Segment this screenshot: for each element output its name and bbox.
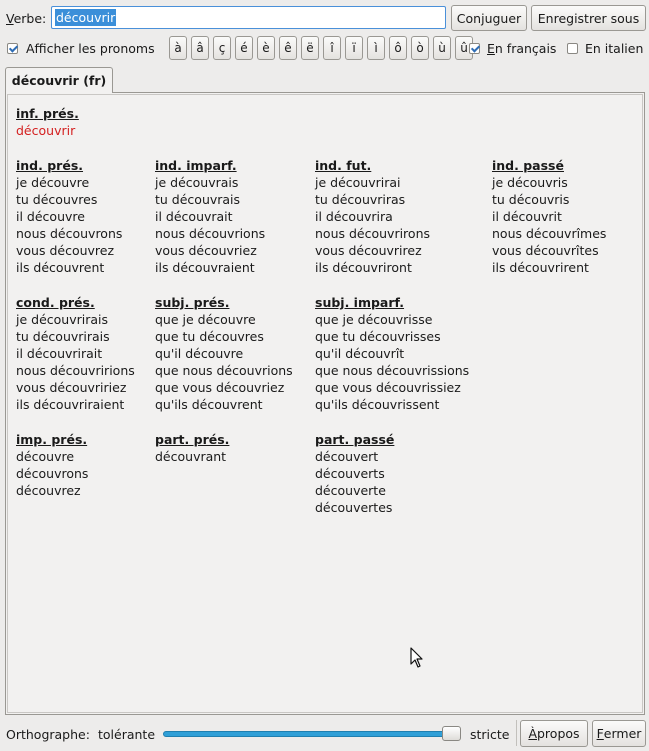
conj-form: nous découvrirons	[315, 226, 431, 241]
conj-form: nous découvrions	[155, 226, 266, 241]
group-subj-imparf	[315, 294, 469, 413]
conj-form: qu'il découvrît	[315, 346, 405, 361]
group-subj-pres	[155, 294, 293, 413]
accent-button-label: ù	[438, 41, 446, 55]
accent-button-label: à	[174, 41, 182, 55]
conj-form: tu découvrirais	[16, 329, 110, 344]
conj-form: qu'il découvre	[155, 346, 244, 361]
close-button[interactable]	[592, 720, 646, 747]
group-title: ind. prés.	[16, 158, 84, 173]
accent-button-label: î	[330, 41, 334, 55]
show-pronouns-label-text: Afficher les pronoms	[26, 41, 155, 56]
conj-form: nous découvririons	[16, 363, 135, 378]
conjugate-button-label: Conjuguer	[456, 10, 522, 26]
conj-form: vous découvrirez	[315, 243, 422, 258]
conjugation-panel	[5, 92, 645, 715]
save-as-button[interactable]	[531, 5, 646, 31]
orthography-slider-handle[interactable]	[442, 726, 461, 741]
conj-form: il découvrit	[492, 209, 562, 224]
conj-form: tu découvrais	[155, 192, 241, 207]
accent-button[interactable]	[433, 36, 451, 60]
conj-form: que nous découvrissions	[315, 363, 470, 378]
strict-label-text: stricte	[470, 727, 510, 742]
accent-button-label: û	[460, 41, 468, 55]
group-inf-pres	[16, 105, 79, 139]
divider	[516, 720, 517, 746]
conj-form: ils découvriront	[315, 260, 412, 275]
orthography-label-text: Orthographe:	[6, 727, 90, 742]
conj-form: vous découvrez	[16, 243, 115, 258]
close-button-accel: F	[596, 726, 604, 741]
conj-form: tu découvris	[492, 192, 570, 207]
conj-form: ils découvrent	[16, 260, 105, 275]
verb-input[interactable]	[51, 6, 446, 29]
orthography-slider[interactable]	[163, 731, 461, 737]
verb-label-text: erbe:	[13, 11, 47, 26]
conj-form: tu découvres	[16, 192, 98, 207]
accent-button[interactable]	[213, 36, 231, 60]
conj-form: je découvrais	[155, 175, 239, 190]
strict-label	[470, 727, 510, 742]
accent-button[interactable]	[169, 36, 187, 60]
accent-button[interactable]	[301, 36, 319, 60]
conj-form: tu découvriras	[315, 192, 406, 207]
accent-button-label: ê	[284, 41, 292, 55]
infinitive-form: découvrir	[16, 123, 76, 138]
accent-button[interactable]	[323, 36, 341, 60]
conj-form: il découvre	[16, 209, 85, 224]
orthography-label	[6, 727, 90, 742]
verb-label-accel: V	[6, 11, 14, 26]
conj-form: que je découvrisse	[315, 312, 433, 327]
italian-label-text: En italien	[585, 41, 644, 56]
accent-button-label: ô	[394, 41, 402, 55]
accent-button[interactable]	[345, 36, 363, 60]
french-label-text: n français	[494, 41, 557, 56]
conj-form: que tu découvrisses	[315, 329, 441, 344]
group-title: cond. prés.	[16, 295, 95, 310]
conj-form: découvertes	[315, 500, 393, 515]
conj-form: découvre	[16, 449, 75, 464]
accent-button[interactable]	[235, 36, 253, 60]
tolerant-label-text: tolérante	[98, 727, 156, 742]
verb-input-value: découvrir	[56, 10, 116, 25]
group-ind-imparf	[155, 157, 265, 276]
conj-form: je découvre	[16, 175, 90, 190]
group-imp-pres	[16, 431, 88, 499]
conj-form: que je découvre	[155, 312, 256, 327]
group-title: part. prés.	[155, 432, 230, 447]
group-title: imp. prés.	[16, 432, 88, 447]
conj-form: qu'ils découvrent	[155, 397, 263, 412]
conj-form: il découvrait	[155, 209, 233, 224]
conj-form: que tu découvres	[155, 329, 264, 344]
conj-form: nous découvrîmes	[492, 226, 607, 241]
conj-form: découvrons	[16, 466, 89, 481]
about-button-label: propos	[537, 726, 580, 741]
conj-form: vous découvrîtes	[492, 243, 599, 258]
conj-form: je découvris	[492, 175, 568, 190]
conj-form: découvrez	[16, 483, 81, 498]
accent-button-label: ì	[374, 41, 378, 55]
conjugation-content	[7, 94, 643, 713]
show-pronouns-checkbox[interactable]	[7, 43, 18, 54]
about-button[interactable]	[520, 720, 588, 747]
conj-form: qu'ils découvrissent	[315, 397, 440, 412]
conj-form: vous découvriez	[155, 243, 257, 258]
italian-checkbox[interactable]	[567, 43, 578, 54]
conj-form: découvert	[315, 449, 379, 464]
about-button-accel: À	[528, 726, 537, 741]
conj-form: découverte	[315, 483, 386, 498]
italian-label	[585, 41, 643, 56]
conj-form: découvrant	[155, 449, 227, 464]
save-as-button-label: Enregistrer sous	[537, 10, 640, 26]
group-ind-passe	[492, 157, 606, 276]
tolerant-label	[98, 727, 155, 742]
french-label-accel: E	[487, 41, 495, 56]
conj-form: je découvrirais	[16, 312, 108, 327]
accent-button-label: è	[262, 41, 270, 55]
show-pronouns-label	[26, 41, 155, 56]
group-title: part. passé	[315, 432, 395, 447]
accent-button[interactable]	[279, 36, 297, 60]
accent-button-label: ë	[306, 41, 314, 55]
accent-button-label: ò	[416, 41, 424, 55]
group-title: subj. prés.	[155, 295, 230, 310]
tab-label: découvrir (fr)	[11, 73, 107, 88]
conj-form: que nous découvrions	[155, 363, 293, 378]
accent-button[interactable]	[389, 36, 407, 60]
conj-form: découverts	[315, 466, 385, 481]
accent-button[interactable]	[191, 36, 209, 60]
conj-form: il découvrira	[315, 209, 393, 224]
conj-form: il découvrirait	[16, 346, 103, 361]
conj-form: ils découvrirent	[492, 260, 589, 275]
conj-form: ils découvraient	[155, 260, 255, 275]
tab-decouvrir[interactable]	[5, 67, 113, 93]
conj-form: ils découvriraient	[16, 397, 125, 412]
conj-form: vous découvririez	[16, 380, 127, 395]
conj-form: je découvrirai	[315, 175, 401, 190]
group-title: ind. fut.	[315, 158, 372, 173]
group-part-pres	[155, 431, 229, 465]
accent-button-label: ï	[352, 41, 356, 55]
group-title: ind. passé	[492, 158, 564, 173]
group-title: subj. imparf.	[315, 295, 405, 310]
conjugate-button[interactable]	[451, 5, 527, 31]
group-part-passe	[315, 431, 394, 516]
accent-button-label: â	[196, 41, 204, 55]
group-title: ind. imparf.	[155, 158, 237, 173]
group-cond-pres	[16, 294, 135, 413]
conj-form: nous découvrons	[16, 226, 123, 241]
conj-form: que vous découvrissiez	[315, 380, 461, 395]
group-title: inf. prés.	[16, 106, 79, 121]
group-ind-pres	[16, 157, 122, 276]
conj-form: que vous découvriez	[155, 380, 285, 395]
french-label	[487, 41, 556, 56]
accent-button-label: é	[240, 41, 248, 55]
accent-button-label: ç	[218, 41, 226, 55]
accent-button[interactable]	[257, 36, 275, 60]
close-button-label: ermer	[603, 726, 642, 741]
accent-button[interactable]	[367, 36, 385, 60]
mouse-cursor-icon	[410, 647, 424, 669]
group-ind-fut	[315, 157, 430, 276]
french-checkbox[interactable]	[469, 43, 480, 54]
accent-button[interactable]	[411, 36, 429, 60]
verb-label	[6, 11, 46, 26]
